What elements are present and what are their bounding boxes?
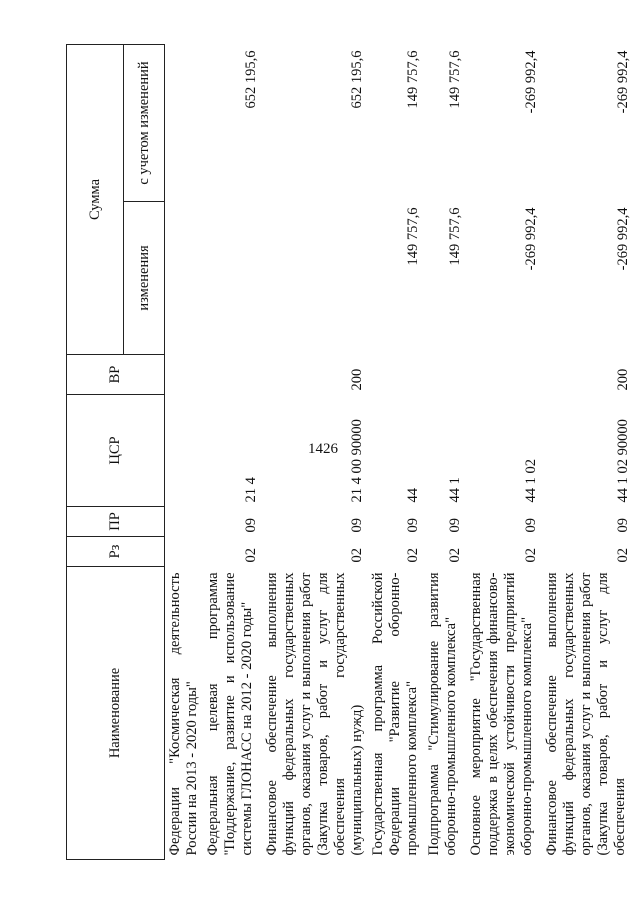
row-name: Государственная программа Российской Федерации "Развитие оборонно-промышленного комплекса" bbox=[370, 572, 420, 856]
row-csr: 44 1 02 bbox=[523, 459, 539, 503]
page-number: 1426 bbox=[308, 441, 338, 457]
row-name: Федерации "Космическая деятельность России на 2013 - 2020 годы" bbox=[167, 572, 200, 856]
row-total: 652 195,6 bbox=[243, 50, 259, 109]
row-vr bbox=[466, 355, 542, 395]
row-pr: 09 bbox=[405, 518, 421, 533]
row-pr bbox=[165, 507, 204, 537]
table-row bbox=[203, 45, 262, 860]
row-vr bbox=[203, 355, 262, 395]
row-csr: 44 bbox=[405, 488, 421, 503]
row-rz: 02 bbox=[243, 548, 259, 563]
row-name: Финансовое обеспечение выполнения функций федеральных государственных органов, оказания услуг и выполнения работ (Закупка товаров, работ и услуг для обеспечения bbox=[544, 572, 628, 856]
row-total: 149 757,6 bbox=[405, 50, 421, 109]
header-name: Наименование bbox=[67, 567, 165, 860]
row-pr: 09 bbox=[523, 518, 539, 533]
row-change bbox=[203, 202, 262, 355]
rotated-page bbox=[66, 45, 631, 860]
row-change: 149 757,6 bbox=[447, 207, 463, 266]
header-csr: ЦСР bbox=[67, 395, 165, 507]
row-rz: 02 bbox=[615, 548, 631, 563]
row-total: -269 992,4 bbox=[523, 50, 539, 114]
table-row bbox=[424, 45, 466, 860]
header-pr: ПР bbox=[67, 507, 165, 537]
row-change bbox=[165, 202, 204, 355]
row-change bbox=[262, 202, 368, 355]
row-pr: 09 bbox=[615, 518, 631, 533]
header-sum: Сумма bbox=[67, 45, 124, 355]
budget-table bbox=[66, 44, 634, 860]
row-name: Подпрограмма "Стимулирование развития оборонно-промышленного комплекса" bbox=[426, 572, 459, 856]
row-csr: 21 4 00 90000 bbox=[349, 419, 365, 503]
row-csr bbox=[165, 395, 204, 507]
row-change: -269 992,4 bbox=[523, 207, 539, 271]
row-name: Федеральная целевая программа "Поддержание, развитие и использование системы ГЛОНАСС на 2012 - 2020 годы" bbox=[205, 572, 255, 856]
table-row bbox=[165, 45, 204, 860]
header-vr: ВР bbox=[67, 355, 165, 395]
header-rz: Рз bbox=[67, 537, 165, 567]
row-pr: 09 bbox=[447, 518, 463, 533]
row-vr bbox=[368, 355, 424, 395]
row-rz: 02 bbox=[405, 548, 421, 563]
table-row bbox=[542, 45, 634, 860]
row-change: 149 757,6 bbox=[405, 207, 421, 266]
row-change: -269 992,4 bbox=[615, 207, 631, 271]
row-rz: 02 bbox=[447, 548, 463, 563]
row-rz: 02 bbox=[523, 548, 539, 563]
header-change: изменения bbox=[124, 202, 165, 355]
table-row bbox=[466, 45, 542, 860]
row-csr: 44 1 bbox=[447, 477, 463, 503]
row-vr: 200 bbox=[349, 368, 365, 391]
row-name: Финансовое обеспечение выполнения функций федеральных государственных органов, оказания услуг и выполнения работ (Закупка товаров, работ и услуг для обеспечения государственных (муниципальных) нужд) bbox=[264, 572, 365, 856]
row-vr bbox=[424, 355, 466, 395]
row-total bbox=[165, 45, 204, 202]
row-total: -269 992,4 bbox=[615, 50, 631, 114]
row-name: Основное мероприятие "Государственная поддержка в целях обеспечения финансово-экономической устойчивости предприятий оборонно-промышленного комплекса" bbox=[468, 572, 535, 856]
table-row bbox=[368, 45, 424, 860]
row-rz bbox=[165, 537, 204, 567]
row-csr: 44 1 02 90000 bbox=[615, 419, 631, 503]
row-pr: 09 bbox=[243, 518, 259, 533]
row-pr: 09 bbox=[349, 518, 365, 533]
row-vr bbox=[165, 355, 204, 395]
row-vr: 200 bbox=[615, 368, 631, 391]
row-total: 652 195,6 bbox=[349, 50, 365, 109]
row-csr: 21 4 bbox=[243, 477, 259, 503]
table-row bbox=[262, 45, 368, 860]
row-rz: 02 bbox=[349, 548, 365, 563]
row-total: 149 757,6 bbox=[447, 50, 463, 109]
header-with-change: с учетом изменений bbox=[124, 45, 165, 202]
